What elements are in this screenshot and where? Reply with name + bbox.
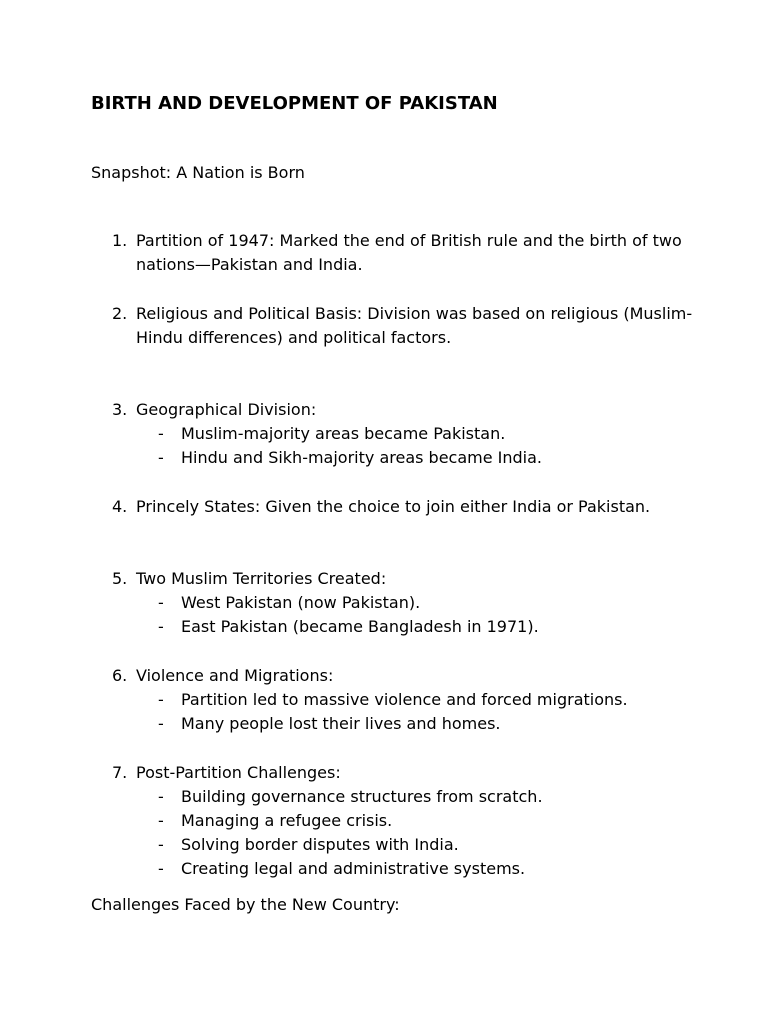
list-item-6	[0, 664, 768, 736]
item-text: Post-Partition Challenges:	[136, 763, 341, 782]
bullet-item	[0, 615, 768, 639]
bullet-list	[0, 785, 768, 881]
list-item-1	[0, 229, 768, 277]
bullet-item	[0, 712, 768, 736]
bullet-marker: -	[158, 787, 164, 806]
item-number: 1.	[112, 231, 128, 250]
list-item-4	[0, 495, 768, 519]
bullet-text: Building governance structures from scratch.	[181, 787, 543, 806]
bullet-text: West Pakistan (now Pakistan).	[181, 593, 421, 612]
item-number: 4.	[112, 497, 128, 516]
bullet-marker: -	[158, 714, 164, 733]
bullet-item	[0, 446, 768, 470]
list-item-5	[0, 567, 768, 639]
bullet-item	[0, 785, 768, 809]
bullet-item	[0, 422, 768, 446]
bullet-item	[0, 857, 768, 881]
list-item-3	[0, 398, 768, 470]
item-text: Partition of 1947: Marked the end of British rule and the birth of two nations—Pakistan and India.	[136, 231, 682, 274]
bullet-item	[0, 809, 768, 833]
bullet-list	[0, 591, 768, 639]
list-item-2	[0, 302, 768, 350]
bullet-item	[0, 591, 768, 615]
bullet-marker: -	[158, 690, 164, 709]
bullet-marker: -	[158, 835, 164, 854]
bullet-text: Partition led to massive violence and forced migrations.	[181, 690, 628, 709]
bullet-text: Many people lost their lives and homes.	[181, 714, 501, 733]
bullet-item	[0, 833, 768, 857]
item-text: Two Muslim Territories Created:	[136, 569, 387, 588]
bullet-text: Hindu and Sikh-majority areas became India.	[181, 448, 543, 467]
bullet-item	[0, 688, 768, 712]
list-item-7	[0, 761, 768, 881]
item-number: 3.	[112, 400, 128, 419]
bullet-marker: -	[158, 617, 164, 636]
bullet-list	[0, 422, 768, 470]
bullet-list	[0, 688, 768, 736]
item-number: 5.	[112, 569, 128, 588]
item-text: Violence and Migrations:	[136, 666, 334, 685]
bullet-marker: -	[158, 811, 164, 830]
bullet-text: East Pakistan (became Bangladesh in 1971).	[181, 617, 539, 636]
item-number: 2.	[112, 304, 128, 323]
bullet-text: Managing a refugee crisis.	[181, 811, 393, 830]
item-text: Geographical Division:	[136, 400, 317, 419]
document-title: BIRTH AND DEVELOPMENT OF PAKISTAN	[91, 93, 498, 114]
bullet-text: Muslim-majority areas became Pakistan.	[181, 424, 506, 443]
section-heading-challenges: Challenges Faced by the New Country:	[91, 895, 400, 914]
bullet-text: Creating legal and administrative systems.	[181, 859, 526, 878]
document-subtitle: Snapshot: A Nation is Born	[91, 163, 305, 182]
item-number: 7.	[112, 763, 128, 782]
item-number: 6.	[112, 666, 128, 685]
bullet-marker: -	[158, 424, 164, 443]
item-text: Princely States: Given the choice to join either India or Pakistan.	[136, 497, 651, 516]
bullet-marker: -	[158, 859, 164, 878]
bullet-text: Solving border disputes with India.	[181, 835, 459, 854]
item-text: Religious and Political Basis: Division was based on religious (Muslim-Hindu differences) and political factors.	[136, 304, 693, 347]
bullet-marker: -	[158, 448, 164, 467]
bullet-marker: -	[158, 593, 164, 612]
